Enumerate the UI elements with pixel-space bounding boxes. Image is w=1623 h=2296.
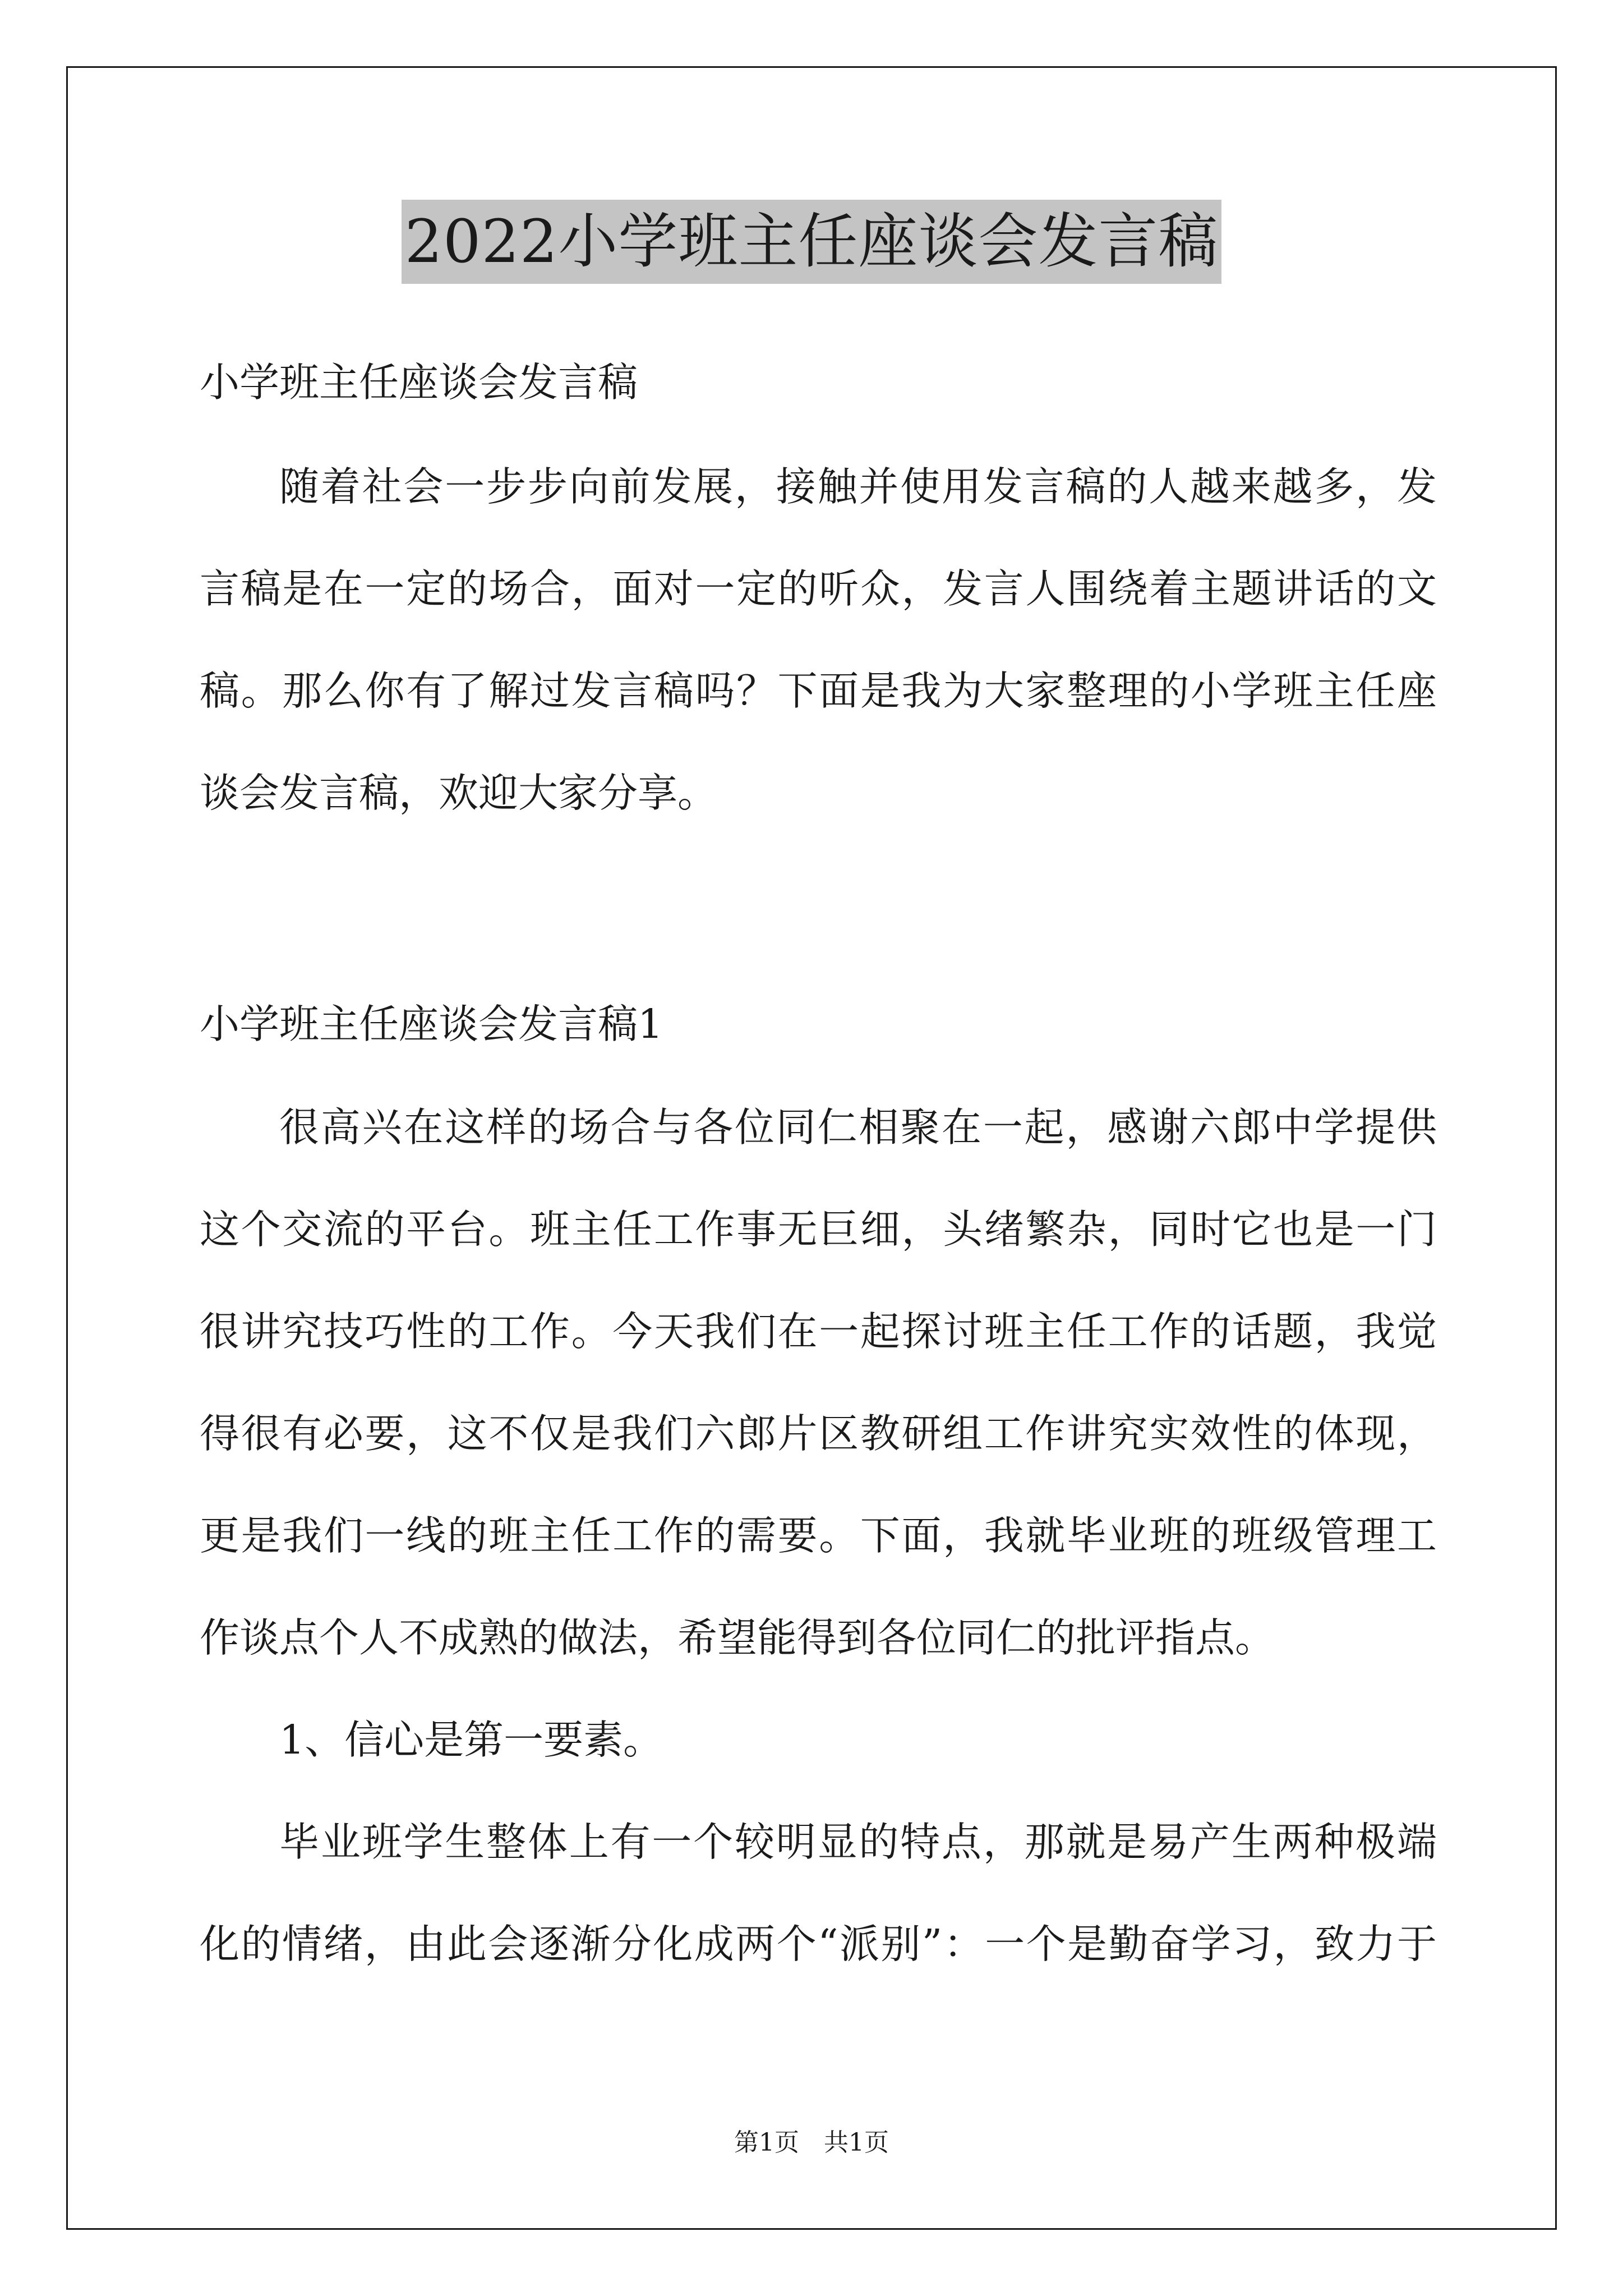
intro-line: 稿。那么你有了解过发言稿吗？下面是我为大家整理的小学班主任座 xyxy=(200,668,1437,714)
body-line: 这个交流的平台。班主任工作事无巨细，头绪繁杂，同时它也是一门 xyxy=(200,1206,1437,1253)
point-heading: 1、信心是第一要素。 xyxy=(279,1717,663,1763)
body-line: 很高兴在这样的场合与各位同仁相聚在一起，感谢六郎中学提供 xyxy=(279,1104,1437,1151)
body-line: 更是我们一线的班主任工作的需要。下面，我就毕业班的班级管理工 xyxy=(200,1512,1437,1559)
intro-line: 随着社会一步步向前发展，接触并使用发言稿的人越来越多，发 xyxy=(279,463,1437,510)
intro-line: 谈会发言稿，欢迎大家分享。 xyxy=(200,770,718,816)
subtitle: 小学班主任座谈会发言稿 xyxy=(200,359,638,406)
body-line: 作谈点个人不成熟的做法，希望能得到各位同仁的批评指点。 xyxy=(200,1614,1275,1661)
page-footer: 第1页 共1页 xyxy=(734,2128,889,2157)
document-title-container xyxy=(0,200,1623,284)
body-line: 很讲究技巧性的工作。今天我们在一起探讨班主任工作的话题，我觉 xyxy=(200,1308,1437,1355)
section-heading: 小学班主任座谈会发言稿1 xyxy=(200,1001,663,1047)
document-title: 2022小学班主任座谈会发言稿 xyxy=(402,200,1222,284)
body-line: 得很有必要，这不仅是我们六郎片区教研组工作讲究实效性的体现， xyxy=(200,1410,1437,1457)
intro-line: 言稿是在一定的场合，面对一定的听众，发言人围绕着主题讲话的文 xyxy=(200,565,1437,612)
point-line: 化的情绪，由此会逐渐分化成两个“派别”：一个是勤奋学习，致力于 xyxy=(200,1921,1437,1967)
point-line: 毕业班学生整体上有一个较明显的特点，那就是易产生两种极端 xyxy=(279,1819,1437,1865)
